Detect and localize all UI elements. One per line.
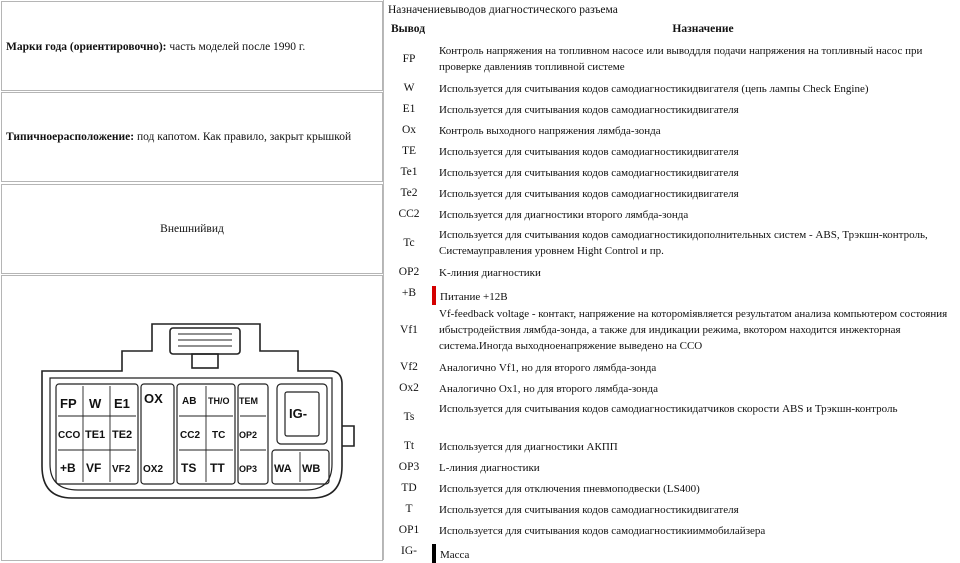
pin-code: Ox2 — [399, 381, 419, 394]
pin-code: Te1 — [400, 165, 418, 178]
pin-description: Используется для отключения пневмоподвески (LS400) — [439, 483, 700, 495]
pin-description: Используется для считывания кодов самодиагностикидвигателя — [439, 104, 739, 116]
pin-plus-b: +B — [60, 461, 76, 475]
pin-code: Vf2 — [400, 360, 418, 373]
table-row — [386, 79, 960, 100]
column-header-pin: Вывод — [391, 23, 426, 35]
pin-code: Ts — [403, 410, 415, 423]
pin-description: Используется для считывания кодов самодиагностикидвигателя — [439, 167, 739, 179]
info-column — [0, 0, 384, 560]
table-row — [386, 400, 960, 437]
pin-description: Питание +12В — [432, 286, 950, 305]
pin-description: L-линия диагностики — [439, 462, 540, 474]
pin-th-o: TH/O — [208, 396, 230, 406]
table-row — [386, 284, 960, 305]
pin-description: Аналогично Vf1, но для второго лямбда-зонда — [439, 362, 657, 374]
table-row — [386, 358, 960, 379]
pin-fp: FP — [60, 396, 77, 411]
pin-code: Vf1 — [400, 323, 418, 336]
pin-ab: AB — [182, 396, 197, 407]
pin-description: Используется для диагностики второго лямбда-зонда — [439, 209, 689, 221]
pin-cco: CCO — [58, 430, 81, 441]
table-row — [386, 205, 960, 226]
pin-code: W — [403, 81, 415, 94]
pin-description: Аналогично Ox1, но для второго лямбда-зонда — [439, 383, 659, 395]
pin-ox2: OX2 — [143, 464, 164, 475]
pin-code: E1 — [402, 102, 416, 115]
pin-vf: VF — [86, 461, 102, 475]
pin-description: Используется для считывания кодов самодиагностикидвигателя — [439, 188, 739, 200]
location-label: Типичноерасположение: — [6, 131, 135, 143]
pin-wb: WB — [302, 463, 321, 475]
pinout-table — [386, 0, 960, 560]
view-label: Внешнийвид — [160, 223, 224, 235]
pin-code: TD — [401, 481, 417, 494]
pin-description: Используется для считывания кодов самодиагностикидвигателя (цепь лампы Check Engine) — [439, 83, 869, 95]
pin-op3: OP3 — [239, 464, 258, 474]
pin-code: T — [405, 502, 413, 515]
pin-w: W — [89, 396, 102, 411]
table-row — [386, 100, 960, 121]
pin-ts: TS — [181, 461, 197, 475]
pin-tem: TEM — [239, 396, 258, 406]
pin-code: Tc — [403, 236, 415, 249]
pin-code: OP2 — [398, 265, 420, 278]
pin-description: Контроль напряжения на топливном насосе или выводдля подачи напряжения на топливный насос при проверке давленияв топливной системе — [439, 45, 923, 73]
pin-tt: TT — [210, 461, 225, 475]
connector-cell — [1, 275, 383, 561]
table-row — [386, 379, 960, 400]
pin-description: Используется для считывания кодов самодиагностикидатчиков скорости ABS и Трэкшн-контроль — [439, 403, 898, 415]
years-cell — [1, 1, 383, 91]
pin-tc: TC — [212, 430, 226, 441]
pin-description: Используется для считывания кодов самодиагностикидвигателя — [439, 504, 739, 516]
pin-wa: WA — [274, 463, 292, 475]
table-row — [386, 305, 960, 358]
view-label-cell — [1, 184, 383, 274]
pin-ig-minus: IG- — [289, 406, 308, 421]
pin-e1: E1 — [114, 396, 130, 411]
table-row — [386, 479, 960, 500]
pin-te2: TE2 — [112, 429, 133, 441]
column-header-purpose: Назначение — [672, 23, 734, 35]
pin-code: CC2 — [398, 207, 420, 220]
pin-code: FP — [402, 52, 416, 65]
table-row — [386, 500, 960, 521]
pin-cc2: CC2 — [180, 430, 201, 441]
pin-code: Te2 — [400, 186, 418, 199]
table-caption: Назначениевыводов диагностического разъема — [388, 4, 618, 16]
table-row — [386, 458, 960, 479]
years-text — [6, 41, 305, 53]
table-row — [386, 263, 960, 284]
pin-description: K-линия диагностики — [439, 267, 541, 279]
table-row — [386, 142, 960, 163]
table-row — [386, 42, 960, 79]
pin-code: OP3 — [398, 460, 420, 473]
pin-code: TE — [401, 144, 417, 157]
connector-diagram — [2, 276, 382, 560]
pin-description: Контроль выходного напряжения лямбда-зонда — [439, 125, 661, 137]
table-row — [386, 121, 960, 142]
pin-description: Используется для диагностики АКПП — [439, 441, 618, 453]
table-row — [386, 226, 960, 263]
years-value: часть моделей после 1990 г. — [166, 41, 306, 53]
table-row — [386, 521, 960, 542]
pin-description: Используется для считывания кодов самодиагностикидвигателя — [439, 146, 739, 158]
location-text — [6, 131, 351, 143]
pin-te1: TE1 — [85, 429, 106, 441]
color-marker — [432, 544, 436, 563]
pin-description: Используется для считывания кодов самодиагностикииммобилайзера — [439, 525, 766, 537]
location-value: под капотом. Как правило, закрыт крышкой — [134, 131, 352, 143]
pin-ox: OX — [144, 391, 163, 406]
color-marker — [432, 286, 436, 305]
location-cell — [1, 92, 383, 182]
pin-code: +B — [401, 286, 417, 299]
pin-vf2: VF2 — [112, 464, 131, 475]
pin-code: Tt — [403, 439, 415, 452]
years-label: Марки года (ориентировочно): — [6, 41, 167, 53]
pin-op2: OP2 — [239, 430, 258, 440]
pin-code: Ox — [401, 123, 417, 136]
pin-description: Vf-feedback voltage - контакт, напряжение на котороміявляется результатом анализа компьютером состояния ибыстродействия лямбда-зонда, а также для индикации режима, вкотором находится инжекторная система.Иногда выходноенапряжение выведено на CCO — [439, 308, 948, 352]
pin-code: IG- — [401, 544, 417, 557]
pin-description: Используется для считывания кодов самодиагностикидополнительных систем - ABS, Трэкшн-контроль, Системауправления уровнем Hight Control и пр. — [439, 229, 928, 257]
table-row — [386, 437, 960, 458]
pin-description: Масса — [432, 544, 950, 563]
pin-code: OP1 — [398, 523, 420, 536]
table-row — [386, 163, 960, 184]
table-row — [386, 184, 960, 205]
